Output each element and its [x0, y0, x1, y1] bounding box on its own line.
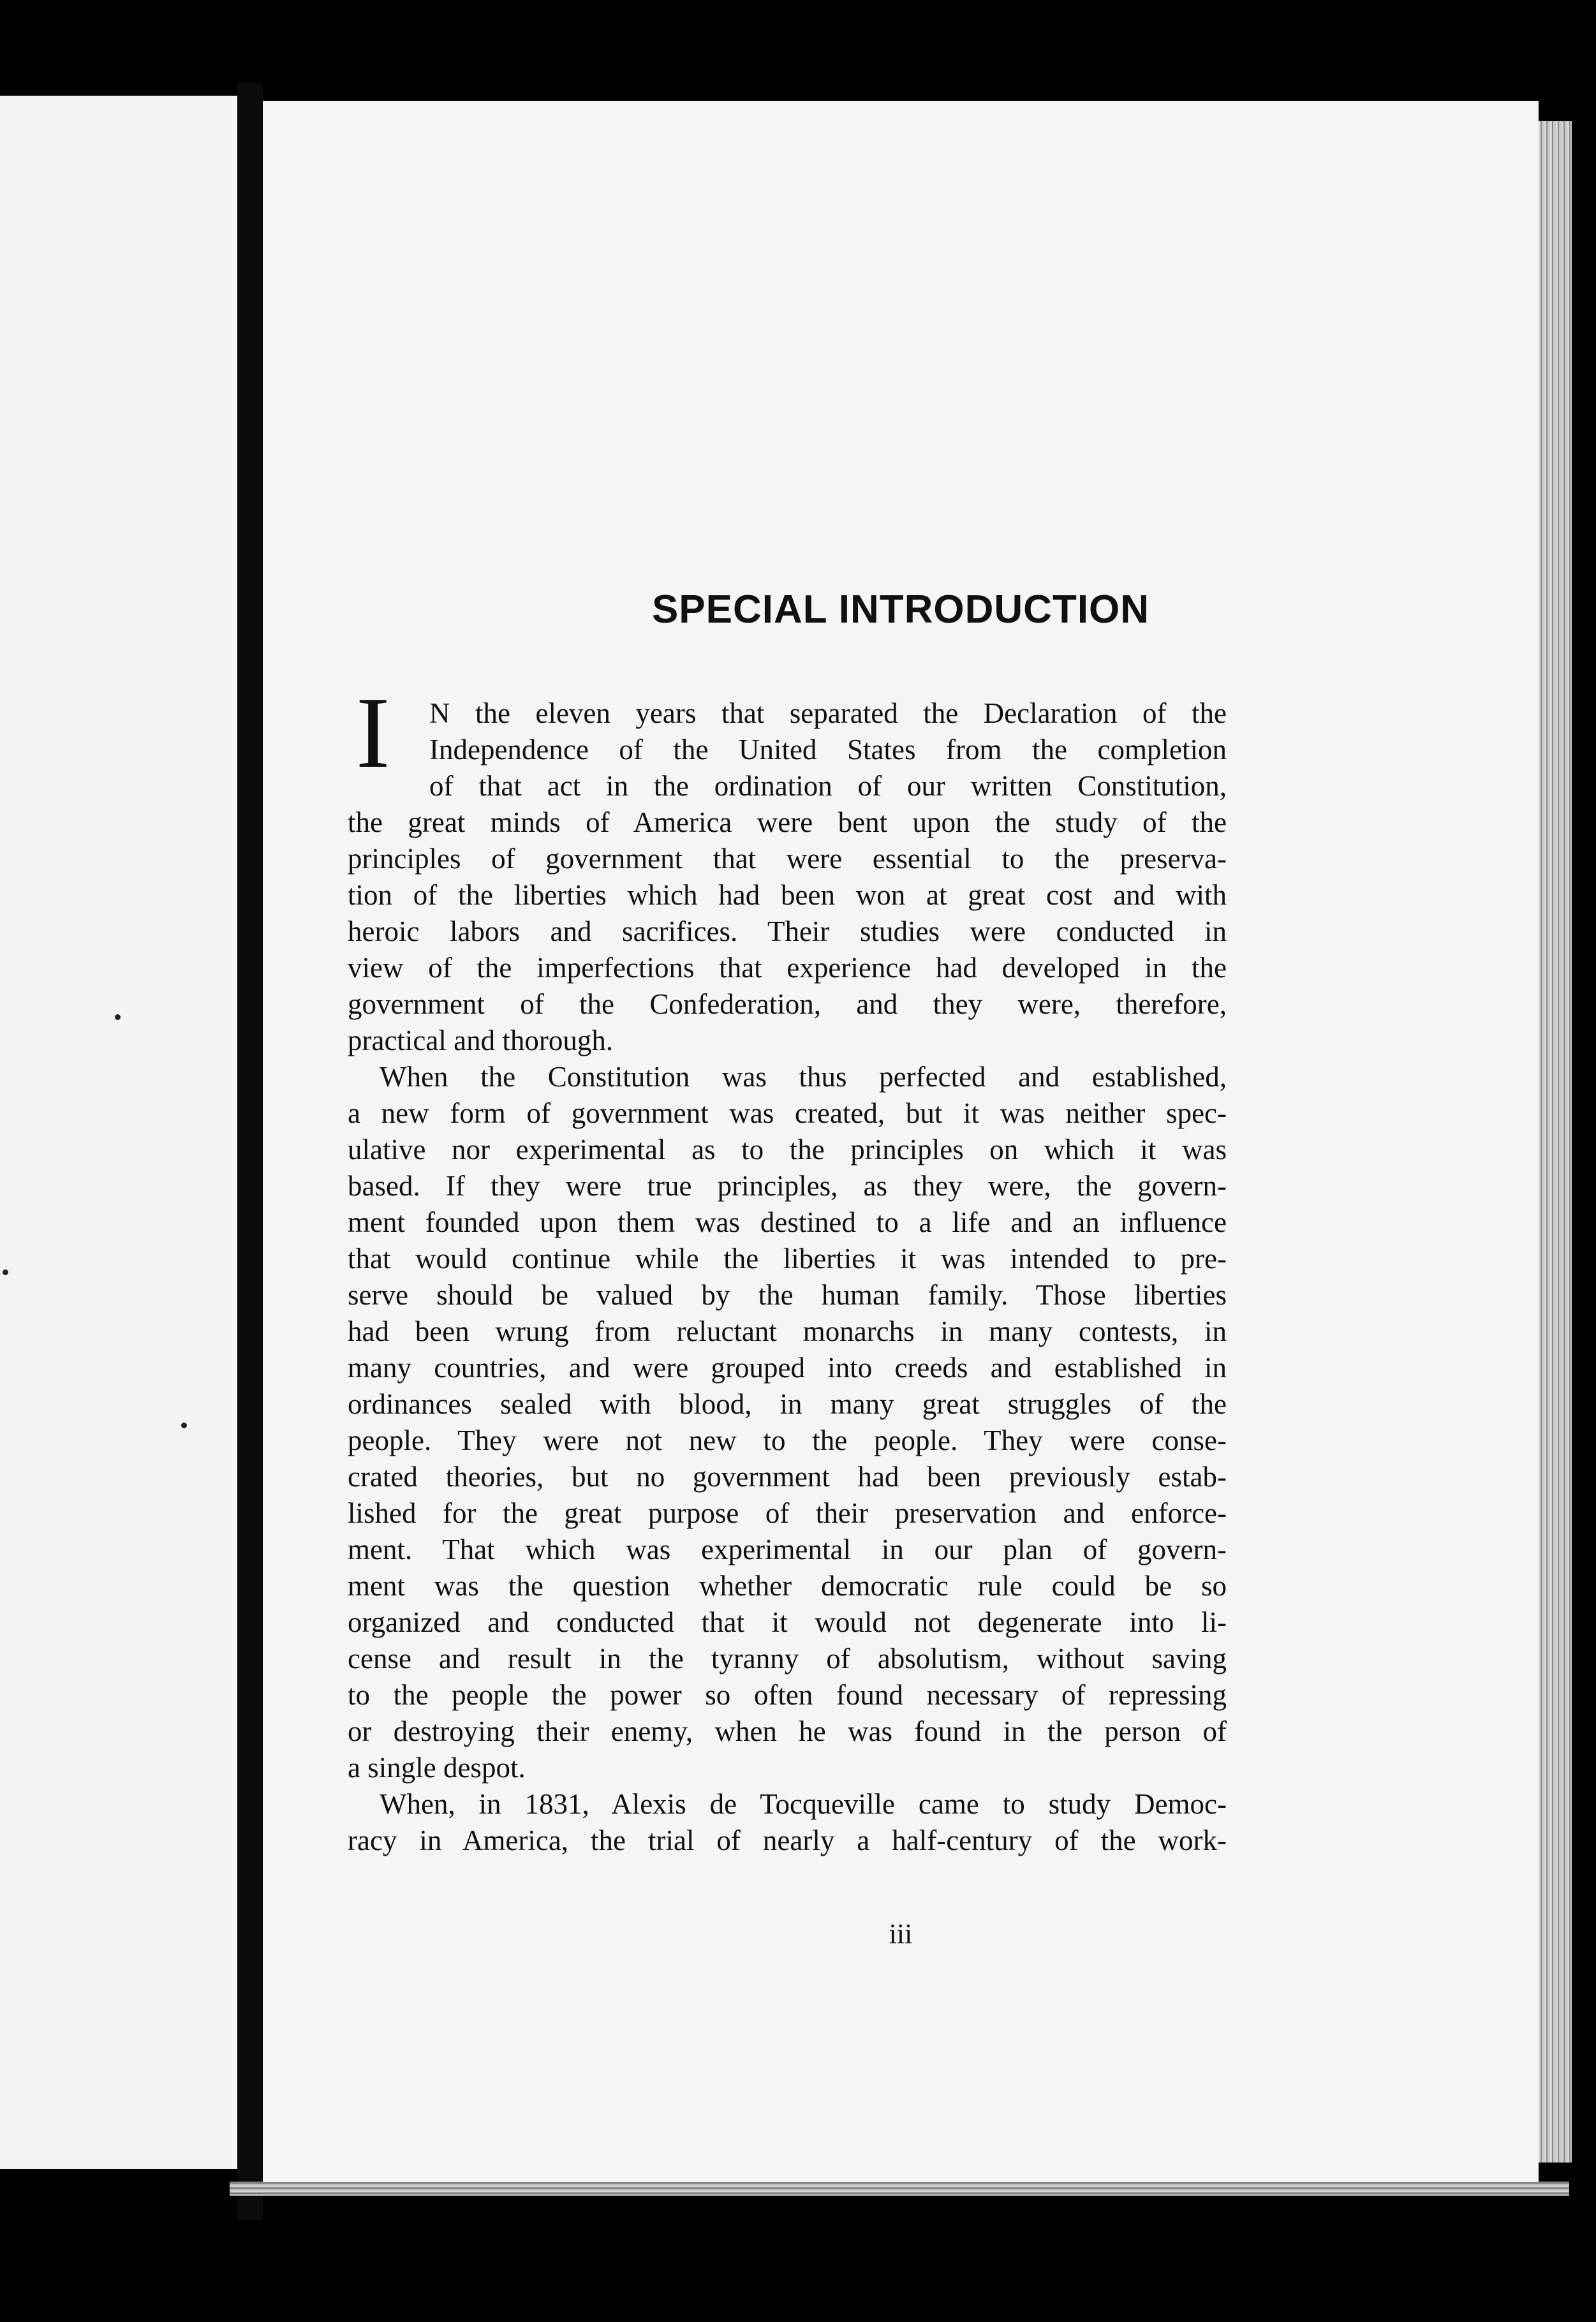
text-line: a new form of government was created, but it was neither spec-	[348, 1097, 1227, 1129]
text-line: based. If they were true principles, as they were, the govern-	[348, 1170, 1227, 1202]
page-edge	[1539, 121, 1572, 2163]
paragraph-1	[348, 695, 1227, 1059]
text-line: tion of the liberties which had been won at great cost and with	[348, 879, 1227, 911]
body-text	[348, 695, 1227, 1859]
left-facing-page	[0, 96, 237, 2169]
text-line: crated theories, but no government had been previously estab-	[348, 1461, 1227, 1493]
text-line: government of the Confederation, and they were, therefore,	[348, 988, 1227, 1020]
ink-speck	[115, 1014, 121, 1020]
text-line: cense and result in the tyranny of absolutism, without saving	[348, 1643, 1227, 1675]
text-line: many countries, and were grouped into creeds and established in	[348, 1352, 1227, 1384]
text-line: heroic labors and sacrifices. Their studies were conducted in	[348, 915, 1227, 947]
text-line: ordinances sealed with blood, in many great struggles of the	[348, 1388, 1227, 1420]
text-line: When, in 1831, Alexis de Tocqueville came to study Democ-	[380, 1788, 1227, 1820]
text-line: serve should be valued by the human family. Those liberties	[348, 1279, 1227, 1311]
text-line: principles of government that were essential to the preserva-	[348, 843, 1227, 875]
text-line: lished for the great purpose of their preservation and enforce-	[348, 1497, 1227, 1529]
paragraph-2	[348, 1059, 1227, 1786]
text-line: the great minds of America were bent upon the study of the	[348, 806, 1227, 838]
text-line: view of the imperfections that experience had developed in the	[348, 952, 1227, 984]
text-line: N the eleven years that separated the Declaration of the	[429, 697, 1227, 729]
text-line: of that act in the ordination of our written Constitution,	[429, 770, 1227, 802]
text-line: people. They were not new to the people. They were conse-	[348, 1424, 1227, 1456]
ink-speck	[3, 1269, 8, 1275]
text-line: organized and conducted that it would not degenerate into li-	[348, 1606, 1227, 1638]
text-line: racy in America, the trial of nearly a half-century of the work-	[348, 1824, 1227, 1856]
text-line: ment founded upon them was destined to a life and an influence	[348, 1206, 1227, 1238]
paragraph-3	[348, 1786, 1227, 1859]
page-title: SPECIAL INTRODUCTION	[651, 588, 1150, 632]
text-line: Independence of the United States from the completion	[429, 734, 1227, 765]
text-line: ulative nor experimental as to the principles on which it was	[348, 1134, 1227, 1165]
text-line: or destroying their enemy, when he was found in the person of	[348, 1715, 1227, 1747]
ink-speck	[181, 1423, 187, 1428]
text-line: had been wrung from reluctant monarchs in many contests, in	[348, 1315, 1227, 1347]
book-gutter	[237, 83, 263, 2220]
text-line: practical and thorough.	[348, 1024, 614, 1056]
text-line: that would continue while the liberties it was intended to pre-	[348, 1243, 1227, 1275]
drop-cap: I	[356, 676, 390, 789]
page-bottom-edge	[230, 2182, 1569, 2196]
text-line: When the Constitution was thus perfected and established,	[380, 1061, 1227, 1093]
text-line: to the people the power so often found necessary of repressing	[348, 1679, 1227, 1711]
text-line: a single despot.	[348, 1752, 526, 1784]
text-line: ment was the question whether democratic rule could be so	[348, 1570, 1227, 1602]
text-line: ment. That which was experimental in our plan of govern-	[348, 1534, 1227, 1565]
page-number: iii	[889, 1918, 913, 1949]
